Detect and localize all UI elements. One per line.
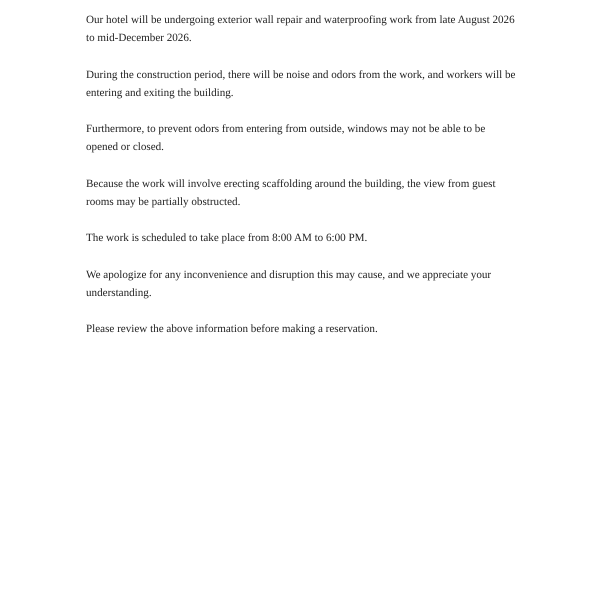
notice-paragraph-review-before-reservation: Please review the above information before making a reservation. [86,323,378,336]
notice-paragraph-noise-and-workers: During the construction period, there will be noise and odors from the work, and workers will be entering and exiting the building. [86,68,516,99]
construction-notice [86,11,518,357]
notice-paragraph-apology: We apologize for any inconvenience and disruption this may cause, and we appreciate your understanding. [86,268,492,299]
notice-paragraph-construction-period: Our hotel will be undergoing exterior wall repair and waterproofing work from late August 2026 to mid-December 2026. [86,14,515,45]
notice-paragraph-work-hours: The work is scheduled to take place from 8:00 AM to 6:00 PM. [86,232,368,245]
notice-paragraph-windows: Furthermore, to prevent odors from entering from outside, windows may not be able to be opened or closed. [86,123,486,154]
notice-paragraph-scaffolding-view: Because the work will involve erecting scaffolding around the building, the view from guest rooms may be partially obstructed. [86,177,496,208]
